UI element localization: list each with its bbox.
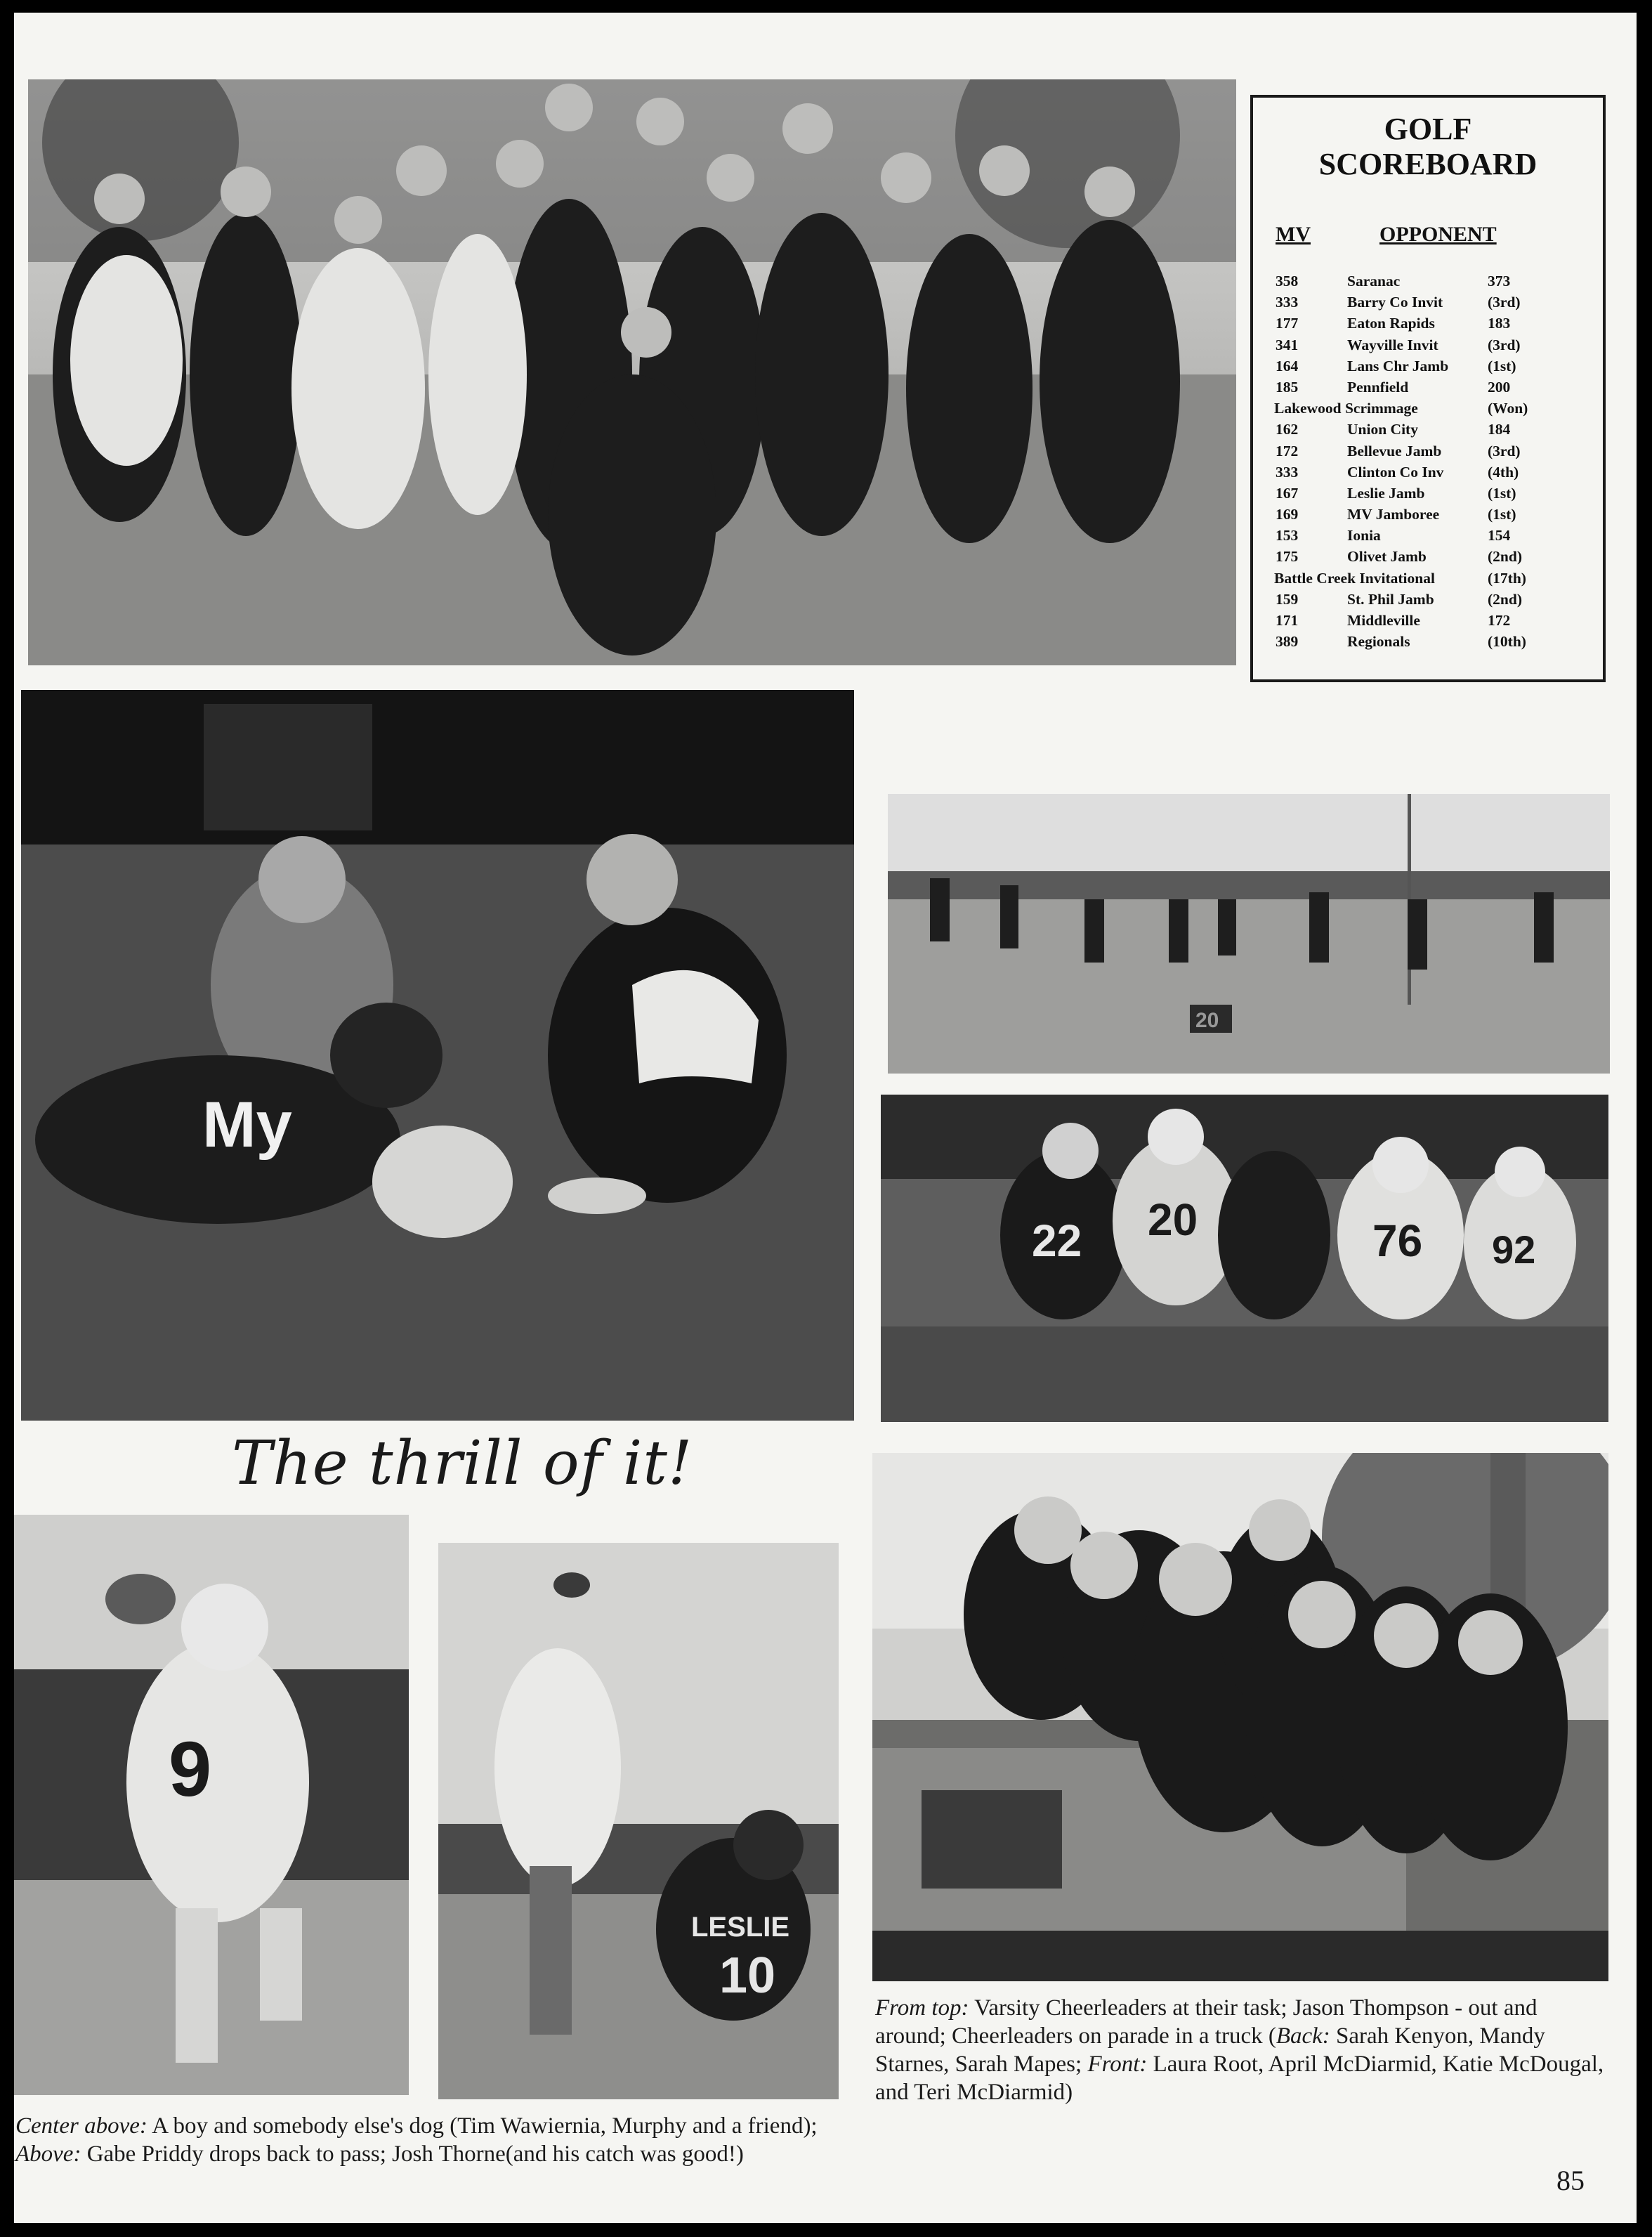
- scoreboard-row: [1253, 377, 1603, 398]
- score-mv: 333: [1276, 294, 1299, 311]
- opponent-name: Saranac: [1347, 273, 1401, 289]
- score-mv: 172: [1276, 442, 1299, 459]
- jason-thompson-running-photo: [881, 1095, 1608, 1422]
- caption-right-label-2: Back:: [1276, 2023, 1330, 2049]
- field-marker-text: 20: [1195, 1009, 1219, 1032]
- score-result: (3rd): [1488, 294, 1521, 311]
- dog-jersey-text: My: [202, 1089, 292, 1161]
- scoreboard-row: [1253, 462, 1603, 483]
- score-result: (1st): [1488, 506, 1516, 523]
- opponent-name: Ionia: [1347, 527, 1381, 544]
- opponent-name: Barry Co Invit: [1347, 294, 1443, 311]
- caption-left-text-1: A boy and somebody else's dog (Tim Wawiernia, Murphy and a friend);: [147, 2113, 818, 2139]
- scoreboard-title-line2: SCOREBOARD: [1318, 147, 1538, 181]
- caption-right-text-3: Laura Root, April McDiarmid, Katie McDougal, and Teri McDiarmid): [875, 2052, 1604, 2105]
- opponent-name: St. Phil Jamb: [1347, 590, 1434, 608]
- score-result: (3rd): [1488, 336, 1521, 353]
- opponent-name: Leslie Jamb: [1347, 484, 1425, 502]
- page-headline: The thrill of it!: [232, 1428, 693, 1499]
- golf-scoreboard: [1250, 95, 1606, 682]
- scoreboard-rows: [1253, 270, 1603, 652]
- josh-thorne-catch-photo: [438, 1543, 839, 2099]
- score-result: 200: [1488, 378, 1511, 396]
- opponent-name: MV Jamboree: [1347, 506, 1440, 523]
- score-mv: 175: [1276, 548, 1299, 566]
- opponent-name: Union City: [1347, 421, 1418, 438]
- score-mv: 341: [1276, 336, 1299, 353]
- column-header-mv: MV: [1276, 223, 1311, 246]
- leslie-jersey-text: LESLIE: [691, 1912, 790, 1943]
- opponent-name: Regionals: [1347, 633, 1410, 651]
- score-mv: 164: [1276, 357, 1299, 374]
- score-mv: 171: [1276, 612, 1299, 629]
- caption-left-label-2: Above:: [15, 2141, 81, 2167]
- scoreboard-row: [1253, 631, 1603, 652]
- score-mv: 167: [1276, 484, 1299, 502]
- caption-right: [875, 1994, 1613, 2106]
- golf-team-photo: [28, 79, 1236, 665]
- page-number: 85: [1556, 2165, 1585, 2196]
- jersey-number-4: 92: [1492, 1227, 1536, 1272]
- score-mv: 333: [1276, 463, 1299, 481]
- quarterback-pass-photo: [14, 1515, 409, 2095]
- score-mv: 185: [1276, 378, 1299, 396]
- scoreboard-title: [1253, 112, 1603, 182]
- opponent-name: Wayville Invit: [1347, 336, 1438, 353]
- jersey-number-3: 76: [1372, 1215, 1423, 1266]
- scoreboard-row: [1253, 441, 1603, 462]
- scoreboard-header: [1253, 223, 1603, 248]
- opponent-name: Lakewood Scrimmage: [1274, 400, 1418, 417]
- score-result: (1st): [1488, 484, 1516, 502]
- opponent-name: Battle Creek Invitational: [1274, 569, 1435, 587]
- score-result: (17th): [1488, 569, 1526, 587]
- scoreboard-row: [1253, 313, 1603, 334]
- leslie-jersey-number: 10: [719, 1948, 776, 2004]
- score-result: 154: [1488, 527, 1511, 544]
- opponent-name: Bellevue Jamb: [1347, 442, 1442, 459]
- scoreboard-row: [1253, 610, 1603, 631]
- column-header-opponent: OPPONENT: [1379, 223, 1497, 246]
- scoreboard-title-line1: GOLF: [1384, 112, 1472, 146]
- opponent-name: Pennfield: [1347, 378, 1409, 396]
- score-mv: 358: [1276, 273, 1299, 289]
- caption-right-text-1: Varsity Cheerleaders at their task; Jason Thompson - out and around; Cheerleaders on parade in a truck (: [875, 1995, 1538, 2049]
- scoreboard-row: [1253, 504, 1603, 525]
- opponent-name: Eaton Rapids: [1347, 315, 1435, 332]
- score-result: 184: [1488, 421, 1511, 438]
- score-mv: 389: [1276, 633, 1299, 651]
- yearbook-page: [14, 13, 1637, 2223]
- scoreboard-row: [1253, 483, 1603, 504]
- score-mv: 162: [1276, 421, 1299, 438]
- score-mv: 177: [1276, 315, 1299, 332]
- opponent-name: Olivet Jamb: [1347, 548, 1427, 566]
- cheerleaders-field-photo: [888, 794, 1610, 1074]
- scoreboard-row: [1253, 334, 1603, 356]
- score-mv: 169: [1276, 506, 1299, 523]
- score-result: (1st): [1488, 357, 1516, 374]
- scoreboard-row: [1253, 292, 1603, 313]
- caption-right-text-2: Sarah Kenyon, Mandy Starnes, Sarah Mapes;: [875, 2023, 1545, 2077]
- opponent-name: Clinton Co Inv: [1347, 463, 1444, 481]
- caption-right-label-1: From top:: [875, 1995, 969, 2021]
- caption-left: [15, 2112, 865, 2168]
- score-mv: 153: [1276, 527, 1299, 544]
- score-result: (2nd): [1488, 548, 1522, 566]
- jersey-number-2: 20: [1148, 1194, 1198, 1245]
- scoreboard-row: [1253, 398, 1603, 419]
- score-result: 172: [1488, 612, 1511, 629]
- opponent-name: Middleville: [1347, 612, 1420, 629]
- score-result: (4th): [1488, 463, 1519, 481]
- scoreboard-row: [1253, 568, 1603, 589]
- score-result: (10th): [1488, 633, 1526, 651]
- scoreboard-row: [1253, 525, 1603, 546]
- caption-left-text-2: Gabe Priddy drops back to pass; Josh Thorne(and his catch was good!): [81, 2141, 744, 2167]
- score-result: (3rd): [1488, 442, 1521, 459]
- scoreboard-row: [1253, 546, 1603, 567]
- jersey-number-1: 22: [1032, 1215, 1082, 1266]
- score-mv: 159: [1276, 590, 1299, 608]
- caption-left-label-1: Center above:: [15, 2113, 148, 2139]
- scoreboard-row: [1253, 589, 1603, 610]
- scoreboard-row: [1253, 356, 1603, 377]
- caption-right-label-3: Front:: [1087, 2052, 1148, 2077]
- score-result: 183: [1488, 315, 1511, 332]
- scoreboard-row: [1253, 270, 1603, 292]
- score-result: (2nd): [1488, 590, 1522, 608]
- opponent-name: Lans Chr Jamb: [1347, 357, 1449, 374]
- score-result: (Won): [1488, 400, 1528, 417]
- scoreboard-row: [1253, 419, 1603, 440]
- boy-and-dog-photo: [21, 690, 854, 1421]
- cheerleaders-truck-photo: [872, 1453, 1608, 1981]
- score-result: 373: [1488, 273, 1511, 289]
- qb-jersey-number: 9: [169, 1726, 212, 1813]
